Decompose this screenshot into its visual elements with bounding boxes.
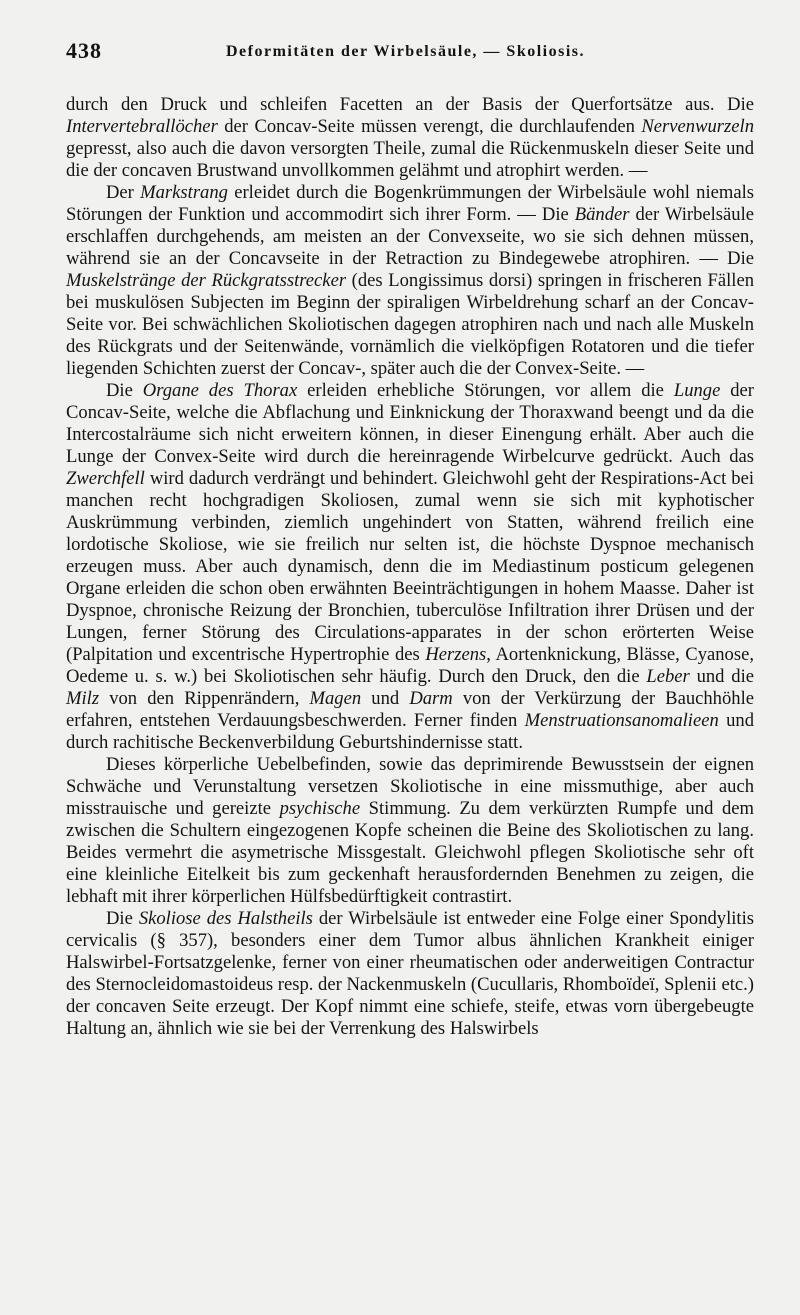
page-number: 438 <box>66 38 102 63</box>
paragraph <box>66 908 754 1040</box>
text-run: der Wirbelsäule erschlaffen durchgehends, am meisten an der Convexseite, wo sie sich dehnen müssen, während sie an der Concavseite in der Retraction zu Bindegewebe atrophiren. — Die <box>66 204 754 269</box>
paragraph <box>66 380 754 754</box>
text-run: und <box>361 688 410 709</box>
text-run: erleiden erhebliche Störungen, vor allem die <box>297 380 674 401</box>
text-run: von den Rippenrändern, <box>99 688 310 709</box>
text-run: Die <box>106 380 143 401</box>
italic-term: Zwerchfell <box>66 468 145 489</box>
running-head: Deformitäten der Wirbelsäule, — Skoliosis. <box>226 43 585 60</box>
text-run: gepresst, also auch die davon versorgten Theile, zumal die Rückenmuskeln dieser Seite und die der concaven Brustwand unvollkommen gelähmt und atrophirt werden. — <box>66 138 754 181</box>
text-run: von der Verkürzung der Bauchhöhle erfahren, entstehen Verdauungsbeschwerden. Ferner finden <box>66 688 754 731</box>
text-run: der Concav-Seite, welche die Abflachung und Einknickung der Thoraxwand beengt und da die Intercostalräume sich nicht erweitern können, in dieser Einengung erhält. Aber auch die Lunge der Convex-Seite wird durch die hereinragende Wirbelcurve gedrückt. Auch das <box>66 380 755 467</box>
text-run: erleidet durch die Bogenkrümmungen der Wirbelsäule wohl niemals Störungen der Funktion und accommodirt sich ihrer Form. — Die <box>66 182 754 225</box>
text-run: der Concav-Seite müssen verengt, die durchlaufenden <box>217 116 642 137</box>
italic-term: Nervenwurzeln <box>641 116 754 137</box>
paragraph <box>66 754 754 908</box>
paragraph <box>66 182 754 380</box>
text-run: und die <box>689 666 754 687</box>
body-text <box>66 94 754 1040</box>
italic-term: Magen <box>309 688 362 709</box>
italic-term: Herzens <box>425 644 487 665</box>
italic-term: psychische <box>279 798 361 819</box>
italic-term: Markstrang <box>140 182 228 203</box>
text-run: Der <box>106 182 141 203</box>
text-run: wird dadurch verdrängt und behindert. Gleichwohl geht der Respirations-Act bei manchen recht hochgradigen Skoliosen, zumal wenn sie sich mit kyphotischer Auskrümmung verbinden, ziemlich ungehindert von Statten, während freilich eine lordotische Skoliose, wie sie freilich nur selten ist, die höchste Dyspnoe mechanisch erzeugen muss. Aber auch dynamisch, denn die im Mediastinum posticum gelegenen Organe erleiden die schon oben erwähnten Beeinträchtigungen in hohem Maasse. Daher ist Dyspnoe, chronische Reizung der Bronchien, tuberculöse Infiltration ihrer Drüsen und der Lungen, ferner Störung des Circulations-apparates in der schon erörterten Weise (Palpitation und excentrische Hypertrophie des <box>66 468 754 665</box>
page-header <box>66 38 754 80</box>
italic-term: Darm <box>409 688 453 709</box>
text-run: (des Longissimus dorsi) springen in frischeren Fällen bei muskulösen Subjecten im Beginn der spiraligen Wirbeldrehung scharf an der Concav-Seite vor. Bei schwächlichen Skoliotischen dagegen atrophiren nach und nach alle Muskeln des Rückgrats und der Seitenwände, vornämlich die vielköpfigen Rotatoren und die tiefer liegenden Schichten zuerst der Concav-, später auch die der Convex-Seite. — <box>66 270 754 379</box>
italic-term: Menstruationsanomalieen <box>524 710 719 731</box>
italic-term: Intervertebrallöcher <box>66 116 218 137</box>
paragraph <box>66 94 754 182</box>
text-run: , Aortenknickung, Blässe, Cyanose, Oedeme u. s. w.) bei Skoliotischen sehr häufig. Durch den Druck, den die <box>66 644 754 687</box>
italic-term: Skoliose des Halstheils <box>138 908 313 929</box>
text-run: und durch rachitische Beckenverbildung Geburtshindernisse statt. <box>66 710 754 753</box>
italic-term: Organe des Thorax <box>142 380 298 401</box>
italic-term: Milz <box>66 688 100 709</box>
italic-term: Bänder <box>574 204 630 225</box>
text-run: Stimmung. Zu dem verkürzten Rumpfe und dem zwischen die Schultern eingezogenen Kopfe scheinen die Beine des Skoliotischen zu lang. Beides vermehrt die asymetrische Missgestalt. Gleichwohl pflegen Skoliotische sehr oft eine kleinliche Eitelkeit bis zum geckenhaft herausfordernden Benehmen zu zeigen, die lebhaft mit ihrer körperlichen Hülfsbedürftigkeit contrastirt. <box>66 798 754 907</box>
italic-term: Lunge <box>673 380 721 401</box>
text-run: durch den Druck und schleifen Facetten an der Basis der Querfortsätze aus. Die <box>66 94 754 115</box>
italic-term: Leber <box>646 666 690 687</box>
italic-term: Muskelstränge der Rückgratsstrecker <box>66 270 347 291</box>
text-run: Die <box>106 908 139 929</box>
text-run: Dieses körperliche Uebelbefinden, sowie das deprimirende Bewusstsein der eignen Schwäche und Verunstaltung versetzen Skoliotische in eine missmuthige, aber auch misstrauische und gereizte <box>66 754 754 819</box>
text-run: der Wirbelsäule ist entweder eine Folge einer Spondylitis cervicalis (§ 357), besonders einer dem Tumor albus ähnlichen Krankheit einiger Halswirbel-Fortsatzgelenke, ferner von einer rheumatischen oder anderweitigen Contractur des Sternocleidomastoideus resp. der Nackenmuskeln (Cucullaris, Rhomboïdeï, Splenii etc.) der concaven Seite erzeugt. Der Kopf nimmt eine schiefe, steife, etwas vorn übergebeugte Haltung an, ähnlich wie sie bei der Verrenkung des Halswirbels <box>66 908 754 1039</box>
